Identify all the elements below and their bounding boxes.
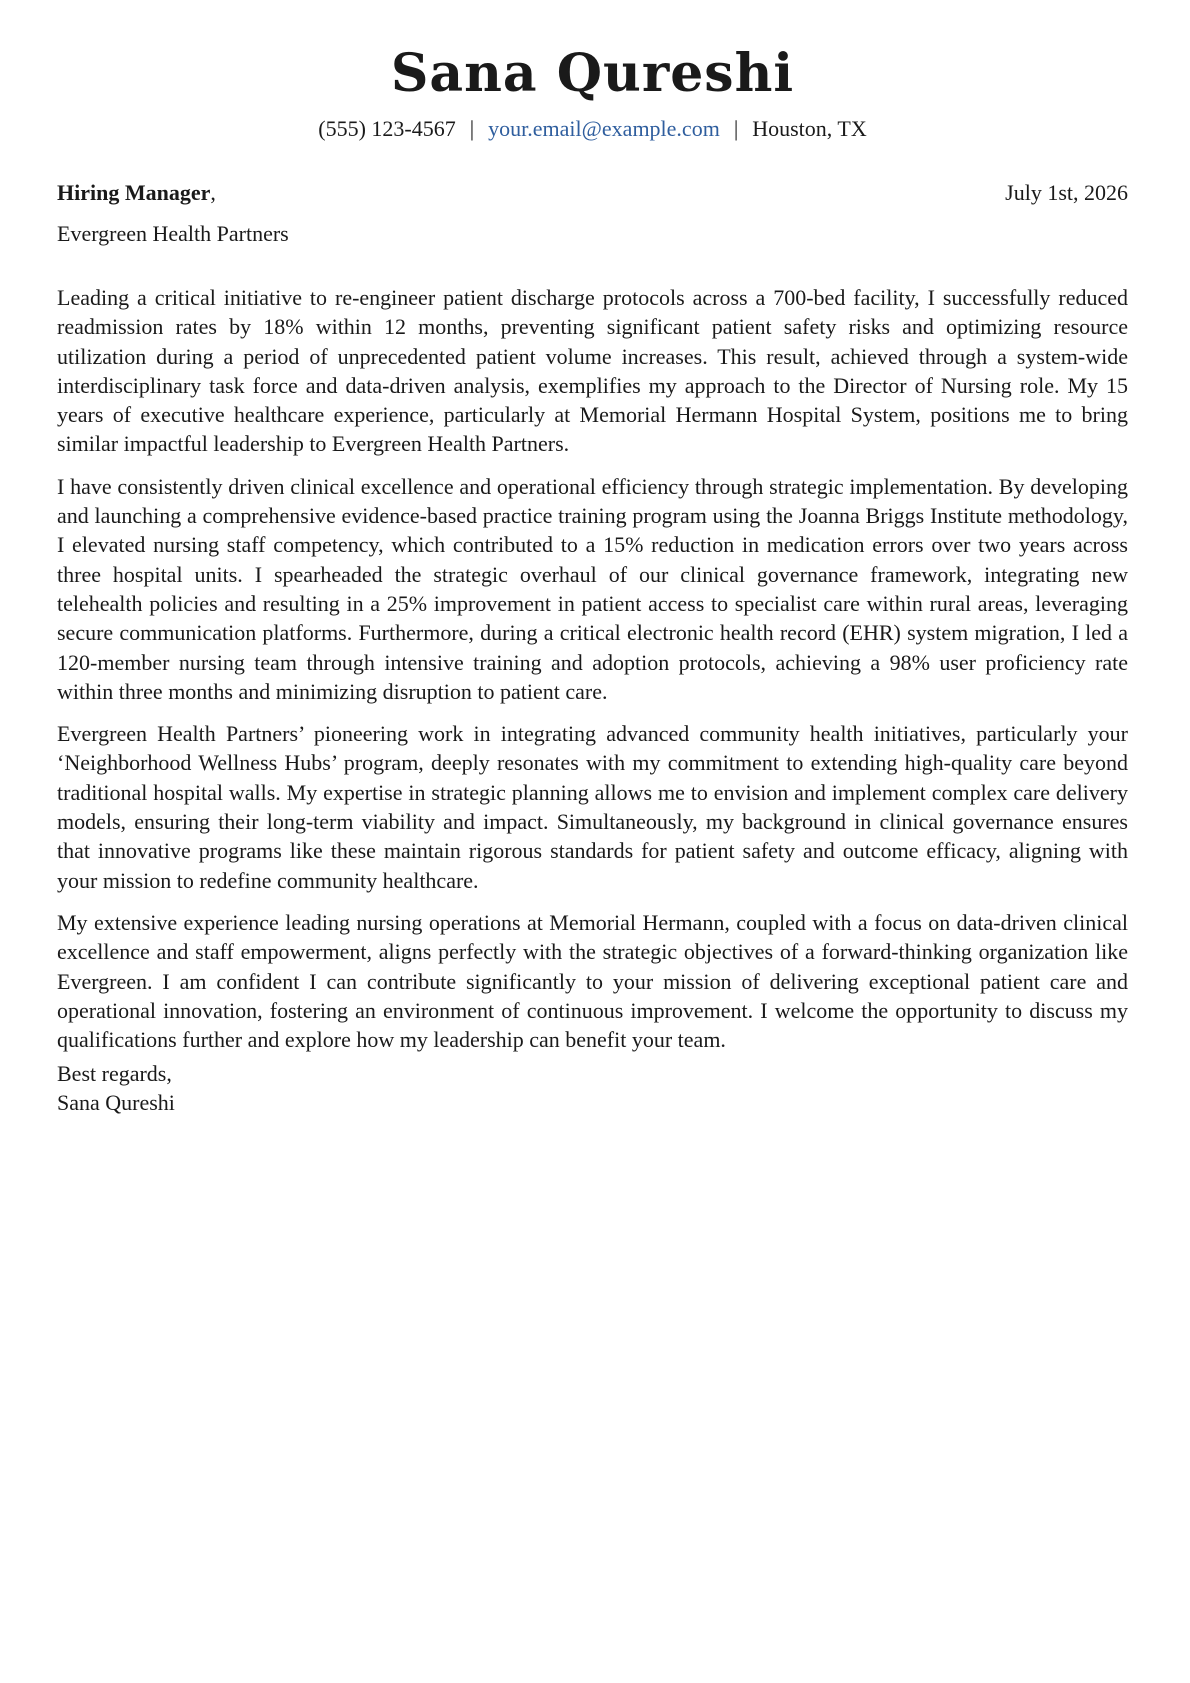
body-paragraph: My extensive experience leading nursing operations at Memorial Hermann, coupled with a focus on data-driven clinical excellence and staff empowerment, aligns perfectly with the strategic objectives of a forward-thinking organization like Evergreen. I am confident I can contribute significantly to your mission of delivering exceptional patient care and operational innovation, fostering an environment of continuous improvement. I welcome the opportunity to discuss my qualifications further and explore how my leadership can benefit your team. (57, 909, 1128, 1053)
contact-separator: | (733, 116, 739, 141)
recipient-name: Hiring Manager (57, 180, 211, 205)
email-link[interactable]: your.email@example.com (488, 116, 720, 141)
body-paragraph: Leading a critical initiative to re-engineer patient discharge protocols across a 700-bed facility, I successfully reduced readmission rates by 18% within 12 months, preventing significant patient safety risks and optimizing resource utilization during a period of unprecedented patient volume increases. This result, achieved through a system-wide interdisciplinary task force and data-driven analysis, exemplifies my approach to the Director of Nursing role. My 15 years of executive healthcare experience, particularly at Memorial Hermann Hospital System, positions me to bring similar impactful leadership to Evergreen Health Partners. (57, 285, 1128, 457)
letter-date: July 1st, 2026 (1005, 180, 1128, 205)
recipient-company: Evergreen Health Partners (57, 221, 289, 246)
recipient-suffix: , (210, 180, 216, 205)
letter-body (57, 283, 1128, 1067)
phone-number: (555) 123-4567 (318, 116, 456, 141)
recipient-line (57, 178, 216, 208)
contact-line (57, 114, 1128, 144)
applicant-name: Sana Qureshi (390, 43, 795, 104)
body-paragraph: Evergreen Health Partners’ pioneering work in integrating advanced community health initiatives, particularly your ‘Neighborhood Wellness Hubs’ program, deeply resonates with my commitment to extending high-quality care beyond traditional hospital walls. My expertise in strategic planning allows me to envision and implement complex care delivery models, ensuring their long-term viability and impact. Simultaneously, my background in clinical governance ensures that innovative programs like these maintain rigorous standards for patient safety and outcome efficacy, aligning with your mission to redefine community healthcare. (57, 721, 1128, 893)
location: Houston, TX (752, 116, 867, 141)
closing-block (57, 1059, 175, 1118)
contact-separator: | (469, 116, 475, 141)
valediction: Best regards, (57, 1061, 172, 1086)
body-paragraph: I have consistently driven clinical excellence and operational efficiency through strategic implementation. By developing and launching a comprehensive evidence-based practice training program using the Joanna Briggs Institute methodology, I elevated nursing staff competency, which contributed to a 15% reduction in medication errors over two years across three hospital units. I spearheaded the strategic overhaul of our clinical governance framework, integrating new telehealth policies and resulting in a 25% improvement in patient access to specialist care within rural areas, leveraging secure communication platforms. Furthermore, during a critical electronic health record (EHR) system migration, I led a 120-member nursing team through intensive training and adoption protocols, achieving a 98% user proficiency rate within three months and minimizing disruption to patient care. (57, 473, 1128, 704)
signature-name: Sana Qureshi (57, 1090, 175, 1116)
